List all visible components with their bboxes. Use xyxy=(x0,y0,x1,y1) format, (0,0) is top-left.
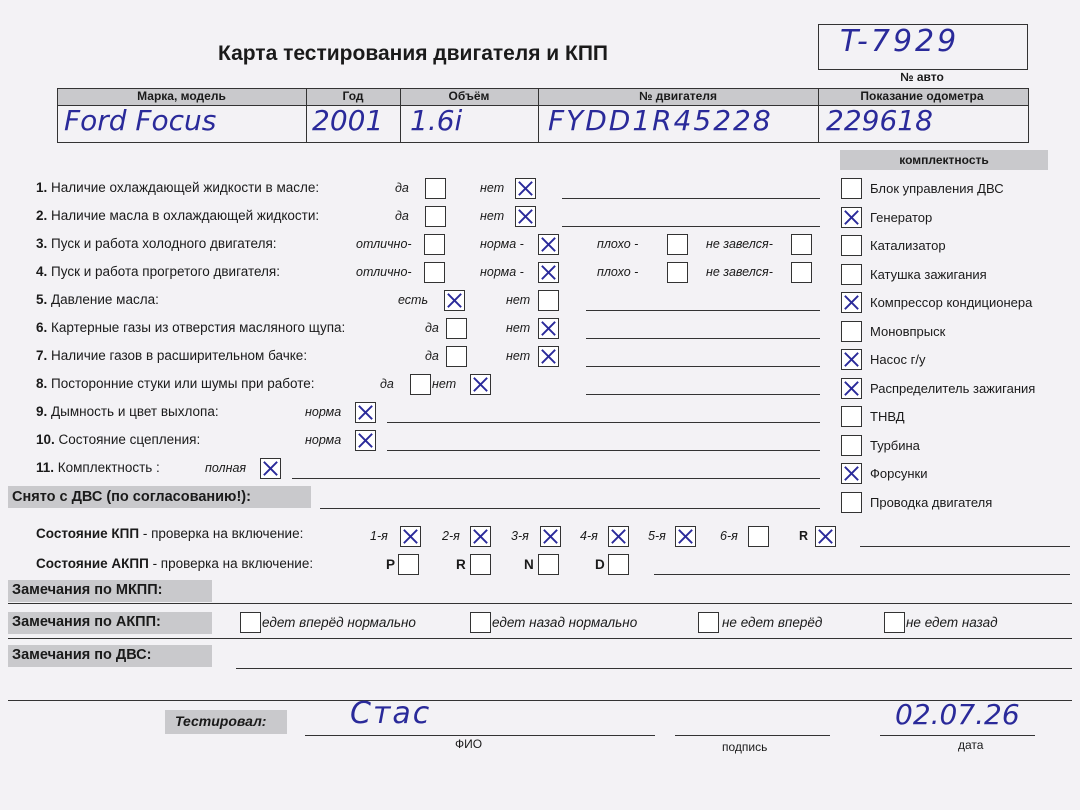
check-1-option-1-checkbox[interactable] xyxy=(425,178,446,199)
option-label: норма xyxy=(305,433,342,447)
check-2-option-2-checkbox[interactable] xyxy=(515,206,536,227)
col-engine-number: № двигателя xyxy=(639,89,717,103)
check-number: 3. xyxy=(36,236,52,251)
check-text: Дымность и цвет выхлопа: xyxy=(51,404,219,419)
check-3-option-1-checkbox[interactable] xyxy=(424,234,445,255)
check-3-option-2-checkbox[interactable] xyxy=(538,234,559,255)
check-row-6-label xyxy=(36,320,345,335)
auto-number-label: № авто xyxy=(900,70,944,84)
check-number: 1. xyxy=(36,180,52,195)
check-4-option-2-checkbox[interactable] xyxy=(538,262,559,283)
akpp-remark-option-4-checkbox[interactable] xyxy=(884,612,905,633)
akpp-remark-option-4-label: не едет назад xyxy=(906,615,998,630)
akpp-gear-2-label: R xyxy=(456,557,466,572)
kpp-gear-1-checkbox[interactable] xyxy=(400,526,421,547)
check-8-option-2-checkbox[interactable] xyxy=(470,374,491,395)
check-text: Пуск и работа прогретого двигателя: xyxy=(51,264,280,279)
check-row-4-label xyxy=(36,264,280,279)
value-volume: 1.6i xyxy=(410,104,463,137)
check-9-option-1-checkbox[interactable] xyxy=(355,402,376,423)
kpp-gear-5-checkbox[interactable] xyxy=(675,526,696,547)
name-caption: ФИО xyxy=(455,737,483,751)
tester-name: Стас xyxy=(350,696,432,731)
check-text: Наличие газов в расширительном бачке: xyxy=(51,348,308,363)
check-number: 2. xyxy=(36,208,52,223)
check-text: Наличие масла в охлаждающей жидкости: xyxy=(51,208,320,223)
kit-item-9-label: ТНВД xyxy=(870,409,905,424)
akpp-gear-2-checkbox[interactable] xyxy=(470,554,491,575)
kit-item-2-label: Генератор xyxy=(870,209,933,225)
akpp-gear-4-label: D xyxy=(595,557,605,572)
answer-line xyxy=(292,478,820,479)
kit-item-5-checkbox[interactable] xyxy=(841,292,862,313)
check-number: 7. xyxy=(36,348,52,363)
option-label: норма - xyxy=(480,265,524,279)
tested-label: Тестировал: xyxy=(175,713,267,729)
answer-line xyxy=(562,198,820,199)
answer-line xyxy=(586,338,820,339)
check-text: Комплектность : xyxy=(57,460,160,475)
auto-number-value: T-7929 xyxy=(840,24,960,59)
option-label: отлично- xyxy=(356,265,412,279)
check-3-option-4-checkbox[interactable] xyxy=(791,234,812,255)
col-year: Год xyxy=(342,89,364,103)
kit-item-10-checkbox[interactable] xyxy=(841,435,862,456)
option-label: да xyxy=(380,377,394,391)
akpp-remark-option-2-label: едет назад нормально xyxy=(492,615,638,630)
akpp-label: Состояние АКПП - проверка на включение: xyxy=(36,556,314,571)
answer-line xyxy=(387,422,820,423)
akpp-gear-3-checkbox[interactable] xyxy=(538,554,559,575)
check-8-option-1-checkbox[interactable] xyxy=(410,374,431,395)
check-6-option-1-checkbox[interactable] xyxy=(446,318,467,339)
akpp-gear-1-checkbox[interactable] xyxy=(398,554,419,575)
check-text: Наличие охлаждающей жидкости в масле: xyxy=(51,180,320,195)
kit-title: комплектность xyxy=(899,153,989,167)
kpp-gear-7-checkbox[interactable] xyxy=(815,526,836,547)
kit-item-4-checkbox[interactable] xyxy=(841,264,862,285)
check-number: 4. xyxy=(36,264,52,279)
answer-line xyxy=(586,366,820,367)
kpp-gear-7-label: R xyxy=(799,529,809,543)
check-number: 11. xyxy=(36,460,58,475)
answer-line xyxy=(586,394,820,395)
check-7-option-2-checkbox[interactable] xyxy=(538,346,559,367)
check-text: Картерные газы из отверстия масляного щупа: xyxy=(51,320,346,335)
value-odometer: 229618 xyxy=(826,104,933,137)
check-row-11-label xyxy=(36,460,160,475)
option-label: есть xyxy=(398,293,429,307)
kpp-gear-4-label: 4-я xyxy=(580,529,598,543)
removed-label: Снято с ДВС (по согласованию!): xyxy=(12,489,251,505)
akpp-gear-3-label: N xyxy=(524,557,534,572)
check-6-option-2-checkbox[interactable] xyxy=(538,318,559,339)
check-number: 9. xyxy=(36,404,52,419)
remarks-dvs-label: Замечания по ДВС: xyxy=(12,647,152,663)
akpp-remark-option-3-label: не едет вперёд xyxy=(722,615,823,630)
check-5-option-1-checkbox[interactable] xyxy=(444,290,465,311)
option-label: отлично- xyxy=(356,237,412,251)
option-label: нет xyxy=(480,181,505,195)
col-odometer: Показание одометра xyxy=(860,89,984,103)
kit-item-7-checkbox[interactable] xyxy=(841,349,862,370)
kit-item-8-label: Распределитель зажигания xyxy=(870,380,1036,396)
akpp-gear-4-checkbox[interactable] xyxy=(608,554,629,575)
check-number: 10. xyxy=(36,432,59,447)
check-row-5-label xyxy=(36,292,159,307)
col-make-model: Марка, модель xyxy=(137,89,226,103)
option-label: нет xyxy=(506,349,531,363)
option-label: нет xyxy=(432,377,457,391)
check-number: 6. xyxy=(36,320,52,335)
option-label: норма - xyxy=(480,237,524,251)
check-number: 5. xyxy=(36,292,52,307)
kit-item-1-label: Блок управления ДВС xyxy=(870,181,1004,196)
option-label: нет xyxy=(506,321,531,335)
option-label: да xyxy=(425,349,439,363)
check-row-1-label xyxy=(36,180,319,195)
check-text: Посторонние стуки или шумы при работе: xyxy=(51,376,315,391)
remarks-akpp-label: Замечания по АКПП: xyxy=(12,614,161,630)
kit-item-7-label: Насос г/у xyxy=(870,352,926,367)
option-label: да xyxy=(395,181,409,195)
check-row-10-label xyxy=(36,432,200,447)
kpp-label: Состояние КПП - проверка на включение: xyxy=(36,526,304,541)
kit-item-5-label: Компрессор кондиционера xyxy=(870,295,1033,310)
check-3-option-3-checkbox[interactable] xyxy=(667,234,688,255)
check-text: Состояние сцепления: xyxy=(58,432,201,447)
kpp-gear-2-checkbox[interactable] xyxy=(470,526,491,547)
check-5-option-2-checkbox[interactable] xyxy=(538,290,559,311)
kit-item-3-checkbox[interactable] xyxy=(841,235,862,256)
check-row-8-label xyxy=(36,376,315,391)
signature-caption: подпись xyxy=(722,740,768,754)
kpp-gear-1-label: 1-я xyxy=(370,529,388,543)
answer-line xyxy=(562,226,820,227)
check-10-option-1-checkbox[interactable] xyxy=(355,430,376,451)
kpp-gear-4-checkbox[interactable] xyxy=(608,526,629,547)
option-label: не завелся- xyxy=(706,265,773,279)
check-4-option-3-checkbox[interactable] xyxy=(667,262,688,283)
check-1-option-2-checkbox[interactable] xyxy=(515,178,536,199)
answer-line xyxy=(387,450,820,451)
kit-item-9-checkbox[interactable] xyxy=(841,406,862,427)
col-volume: Объём xyxy=(448,89,490,103)
option-label: нет xyxy=(506,293,531,307)
option-label: не завелся- xyxy=(706,237,773,251)
check-row-3-label xyxy=(36,236,277,251)
check-row-7-label xyxy=(36,348,307,363)
akpp-remark-option-3-checkbox[interactable] xyxy=(698,612,719,633)
check-4-option-4-checkbox[interactable] xyxy=(791,262,812,283)
kit-item-11-checkbox[interactable] xyxy=(841,463,862,484)
option-label: да xyxy=(425,321,439,335)
check-2-option-1-checkbox[interactable] xyxy=(425,206,446,227)
kit-item-12-label: Проводка двигателя xyxy=(870,494,993,510)
option-label: плохо - xyxy=(597,237,639,251)
akpp-gear-1-label: P xyxy=(386,557,396,572)
remarks-mkpp-label: Замечания по МКПП: xyxy=(12,582,163,598)
value-engine-number: FYDD1R45228 xyxy=(548,104,773,137)
check-7-option-1-checkbox[interactable] xyxy=(446,346,467,367)
check-4-option-1-checkbox[interactable] xyxy=(424,262,445,283)
option-label: полная xyxy=(205,461,247,475)
kit-item-11-label: Форсунки xyxy=(870,466,928,481)
check-11-option-1-checkbox[interactable] xyxy=(260,458,281,479)
kit-item-8-checkbox[interactable] xyxy=(841,378,862,399)
option-label: норма xyxy=(305,405,342,419)
kit-item-4-label: Катушка зажигания xyxy=(870,266,987,282)
kpp-gear-3-label: 3-я xyxy=(511,529,529,543)
check-row-9-label xyxy=(36,404,219,419)
option-label: плохо - xyxy=(597,265,639,279)
kpp-gear-3-checkbox[interactable] xyxy=(540,526,561,547)
kit-item-6-label: Моновпрыск xyxy=(870,323,946,339)
value-year: 2001 xyxy=(312,104,384,137)
kpp-gear-5-label: 5-я xyxy=(648,529,666,543)
check-text: Пуск и работа холодного двигателя: xyxy=(51,236,277,251)
akpp-remark-option-1-label: едет вперёд нормально xyxy=(262,615,416,630)
option-label: нет xyxy=(480,209,505,223)
check-row-2-label xyxy=(36,208,319,223)
kit-item-3-label: Катализатор xyxy=(870,238,946,253)
option-label: да xyxy=(395,209,409,223)
test-date: 02.07.26 xyxy=(895,698,1020,731)
kpp-gear-2-label: 2-я xyxy=(442,529,460,543)
kit-item-12-checkbox[interactable] xyxy=(841,492,862,513)
date-caption: дата xyxy=(958,738,984,752)
kit-item-6-checkbox[interactable] xyxy=(841,321,862,342)
akpp-remark-option-2-checkbox[interactable] xyxy=(470,612,491,633)
answer-line xyxy=(586,310,820,311)
akpp-remark-option-1-checkbox[interactable] xyxy=(240,612,261,633)
value-make-model: Ford Focus xyxy=(64,104,217,137)
kit-item-2-checkbox[interactable] xyxy=(841,207,862,228)
kpp-gear-6-checkbox[interactable] xyxy=(748,526,769,547)
check-text: Давление масла: xyxy=(51,292,159,307)
kit-item-10-label: Турбина xyxy=(870,437,920,453)
check-number: 8. xyxy=(36,376,52,391)
kit-item-1-checkbox[interactable] xyxy=(841,178,862,199)
kpp-gear-6-label: 6-я xyxy=(720,529,738,543)
form-title: Карта тестирования двигателя и КПП xyxy=(218,42,609,65)
